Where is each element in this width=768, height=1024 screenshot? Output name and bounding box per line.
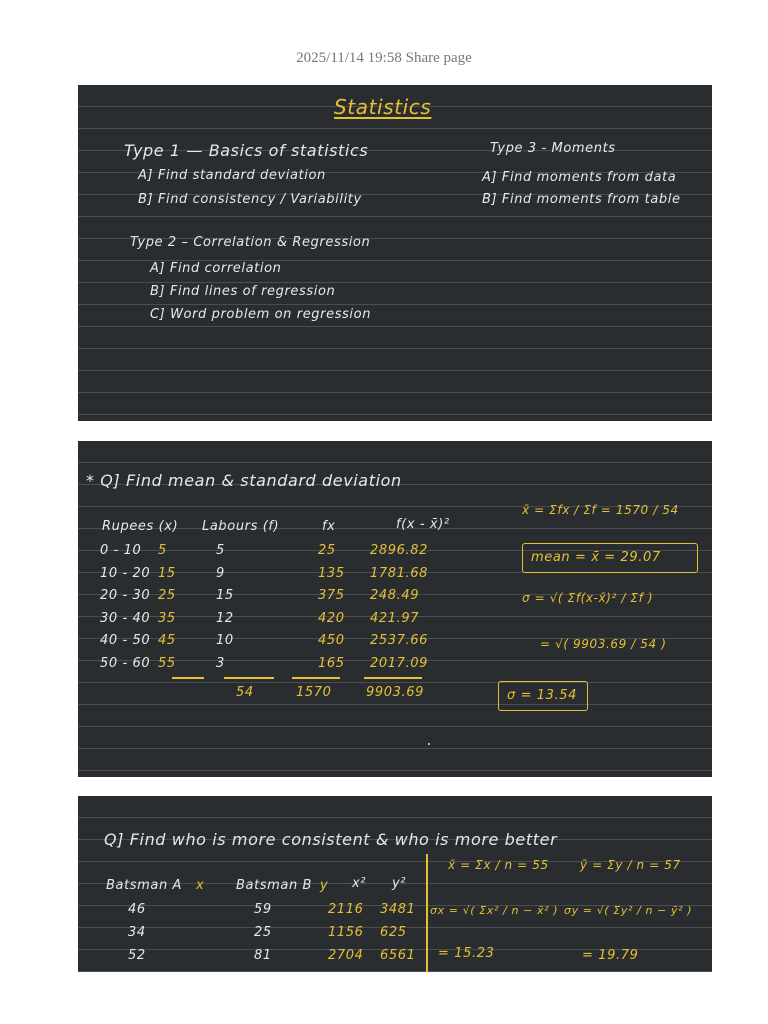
row-batsman-b: 59: [254, 902, 272, 917]
type2-item-a: A] Find correlation: [150, 261, 282, 276]
row-range: 10 - 20: [100, 565, 151, 581]
type2-item-c: C] Word problem on regression: [150, 307, 372, 322]
row-mid: 45: [158, 633, 176, 648]
sigma-y-value: = 19.79: [582, 948, 639, 963]
mean-result: mean = x̄ = 29.07: [531, 550, 661, 565]
row-dev: 1781.68: [370, 565, 428, 581]
row-mid: 5: [158, 543, 167, 558]
row-dev: 2017.09: [370, 655, 428, 671]
underline-mid: [172, 677, 204, 679]
underline-fx: [292, 677, 340, 679]
mean-formula: x̄ = Σfx / Σf = 1570 / 54: [522, 503, 679, 517]
row-mid: 35: [158, 610, 176, 626]
row-fx: 165: [318, 655, 345, 671]
work-divider: [426, 854, 428, 972]
ybar-formula: ȳ = Σy / n = 57: [580, 858, 681, 872]
row-dev: 2896.82: [370, 543, 428, 558]
col-header-y-squared: y²: [392, 876, 407, 891]
stray-dot: [428, 743, 430, 745]
type3-item-a: A] Find moments from data: [482, 170, 677, 185]
xbar-formula: x̄ = Σx / n = 55: [448, 858, 549, 872]
row-range: 50 - 60: [100, 655, 151, 671]
type1-item-b: B] Find consistency / Variability: [138, 192, 362, 207]
sigma-y-formula: σy = √( Σy² / n − ȳ² ): [564, 904, 693, 917]
col-header-y: y: [320, 878, 329, 893]
question-consistency: Q] Find who is more consistent & who is more better: [104, 830, 558, 849]
row-fx: 450: [318, 633, 345, 648]
row-range: 20 - 30: [100, 588, 151, 603]
col-header-labours: Labours (f): [202, 519, 280, 534]
row-dev: 421.97: [370, 610, 420, 626]
row-dev: 2537.66: [370, 633, 428, 648]
row-y-squared: 6561: [380, 948, 416, 963]
mean-result-box: [522, 543, 698, 573]
page-header: [0, 50, 768, 74]
row-range: 0 - 10: [100, 543, 142, 558]
page-title: Statistics: [334, 95, 432, 119]
row-fx: 375: [318, 588, 345, 603]
row-batsman-b: 81: [254, 948, 272, 963]
row-y-squared: 3481: [380, 902, 416, 917]
question-mean-sd: * Q] Find mean & standard deviation: [86, 471, 402, 490]
row-x-squared: 2116: [328, 902, 364, 917]
col-header-batsman-b: Batsman B: [236, 878, 313, 893]
type2-heading: Type 2 – Correlation & Regression: [130, 235, 371, 250]
row-f: 3: [216, 655, 225, 671]
row-mid: 55: [158, 655, 176, 671]
col-header-x: x: [196, 878, 205, 893]
row-fx: 420: [318, 610, 345, 626]
row-batsman-a: 34: [128, 925, 146, 940]
row-fx: 25: [318, 543, 336, 558]
sd-substitution: = √( 9903.69 / 54 ): [540, 637, 667, 651]
row-mid: 25: [158, 588, 176, 603]
col-header-batsman-a: Batsman A: [106, 878, 183, 893]
row-range: 30 - 40: [100, 610, 151, 626]
header-timestamp: 2025/11/14 19:58: [296, 50, 402, 66]
sigma-x-value: = 15.23: [438, 946, 495, 961]
underline-dev: [364, 677, 422, 679]
type3-heading: Type 3 - Moments: [490, 141, 616, 156]
type3-item-b: B] Find moments from table: [482, 192, 681, 207]
row-batsman-b: 25: [254, 925, 272, 940]
col-header-deviation: f(x - x̄)²: [396, 517, 450, 532]
sd-formula: σ = √( Σf(x-x̄)² / Σf ): [522, 591, 654, 605]
sigma-x-formula: σx = √( Σx² / n − x̄² ): [430, 904, 559, 917]
row-dev: 248.49: [370, 588, 420, 603]
row-range: 40 - 50: [100, 633, 151, 648]
row-batsman-a: 46: [128, 902, 146, 917]
note-page-1: [78, 85, 712, 421]
row-f: 10: [216, 633, 234, 648]
row-fx: 135: [318, 565, 345, 581]
row-batsman-a: 52: [128, 948, 146, 963]
type2-item-b: B] Find lines of regression: [150, 284, 336, 299]
type1-heading: Type 1 — Basics of statistics: [124, 141, 369, 160]
underline-f: [224, 677, 274, 679]
type1-item-a: A] Find standard deviation: [138, 168, 326, 183]
total-dev: 9903.69: [366, 685, 424, 700]
row-mid: 15: [158, 565, 176, 581]
row-f: 9: [216, 565, 225, 581]
col-header-fx: fx: [322, 519, 336, 534]
total-f: 54: [236, 685, 254, 700]
share-page-link[interactable]: Share page: [405, 50, 472, 66]
row-x-squared: 2704: [328, 948, 364, 963]
total-fx: 1570: [296, 685, 332, 700]
row-y-squared: 625: [380, 925, 407, 940]
row-x-squared: 1156: [328, 925, 364, 940]
note-page-2: [78, 441, 712, 777]
sd-result-box: [498, 681, 588, 711]
row-f: 15: [216, 588, 234, 603]
row-f: 5: [216, 543, 225, 558]
sd-result: σ = 13.54: [507, 688, 578, 703]
col-header-x-squared: x²: [352, 876, 367, 891]
col-header-rupees: Rupees (x): [102, 519, 179, 534]
row-f: 12: [216, 610, 234, 626]
note-page-3: [78, 796, 712, 972]
